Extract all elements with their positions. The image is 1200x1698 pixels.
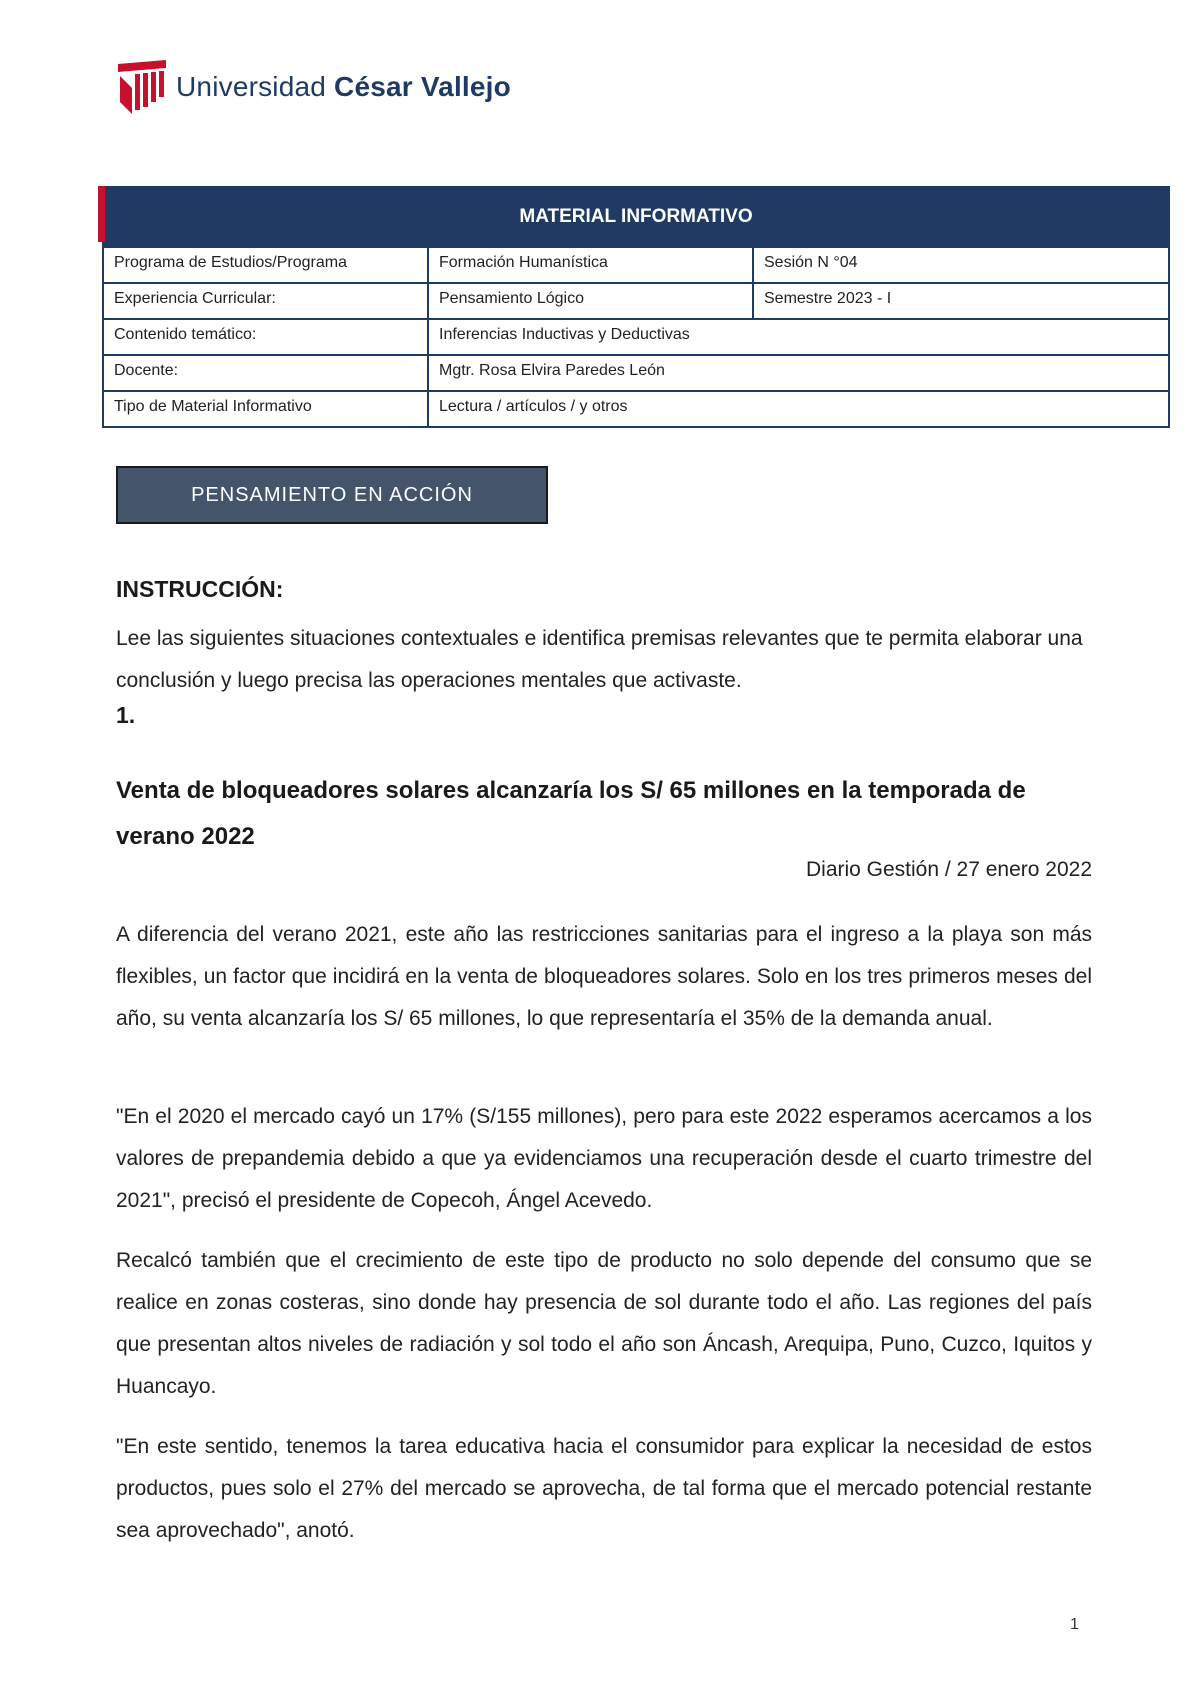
info-row-experiencia bbox=[103, 283, 1169, 319]
ucv-emblem-icon bbox=[118, 60, 166, 114]
info-label: Docente: bbox=[103, 355, 428, 391]
info-value: Pensamiento Lógico bbox=[428, 283, 753, 319]
info-value-extra: Semestre 2023 - I bbox=[753, 283, 1169, 319]
header-accent-bar bbox=[98, 186, 105, 242]
info-row-tipo bbox=[103, 391, 1169, 427]
article-paragraph: "En este sentido, tenemos la tarea educativa hacia el consumidor para explicar la necesidad de estos productos, pues solo el 27% del mercado se aprovecha, de tal forma que el mercado potencial restante sea aprovechado", anotó. bbox=[116, 1435, 1092, 1542]
info-value: Formación Humanística bbox=[428, 247, 753, 283]
instruction-title: INSTRUCCIÓN: bbox=[116, 576, 284, 602]
info-value-extra: Sesión N °04 bbox=[753, 247, 1169, 283]
article-headline: Venta de bloqueadores solares alcanzaría los S/ 65 millones en la temporada de verano 2022 bbox=[116, 777, 1026, 850]
info-label: Contenido temático: bbox=[103, 319, 428, 355]
info-value: Mgtr. Rosa Elvira Paredes León bbox=[428, 355, 1169, 391]
section-banner: PENSAMIENTO EN ACCIÓN bbox=[116, 466, 548, 524]
item-number: 1. bbox=[116, 702, 136, 728]
page-number: 1 bbox=[1070, 1616, 1079, 1633]
info-value: Inferencias Inductivas y Deductivas bbox=[428, 319, 1169, 355]
info-row-docente bbox=[103, 355, 1169, 391]
article-paragraph: Recalcó también que el crecimiento de este tipo de producto no solo depende del consumo que se realice en zonas costeras, sino donde hay presencia de sol durante todo el año. Las regiones del país que presentan altos niveles de radiación y sol todo el año son Áncash, Arequipa, Puno, Cuzco, Iquitos y Huancayo. bbox=[116, 1249, 1092, 1398]
article-paragraph: A diferencia del verano 2021, este año las restricciones sanitarias para el ingreso a la playa son más flexibles, un factor que incidirá en la venta de bloqueadores solares. Solo en los tres primeros meses del año, su venta alcanzaría los S/ 65 millones, lo que representaría el 35% de la demanda anual. bbox=[116, 923, 1092, 1030]
university-name bbox=[176, 71, 511, 103]
info-table-title: MATERIAL INFORMATIVO bbox=[103, 187, 1169, 247]
instruction-text: Lee las siguientes situaciones contextuales e identifica premisas relevantes que te permita elaborar una conclusión y luego precisa las operaciones mentales que activaste. bbox=[116, 627, 1083, 692]
info-value: Lectura / artículos / y otros bbox=[428, 391, 1169, 427]
info-label: Programa de Estudios/Programa bbox=[103, 247, 428, 283]
info-table bbox=[102, 186, 1170, 428]
article-source: Diario Gestión / 27 enero 2022 bbox=[805, 858, 1092, 881]
info-label: Tipo de Material Informativo bbox=[103, 391, 428, 427]
info-label: Experiencia Curricular: bbox=[103, 283, 428, 319]
info-table-wrapper bbox=[98, 186, 1168, 428]
info-row-programa bbox=[103, 247, 1169, 283]
article-paragraph: "En el 2020 el mercado cayó un 17% (S/155 millones), pero para este 2022 esperamos acercamos a los valores de prepandemia debido a que ya evidenciamos una recuperación desde el cuarto trimestre del 2021", precisó el presidente de Copecoh, Ángel Acevedo. bbox=[116, 1105, 1092, 1212]
info-row-contenido bbox=[103, 319, 1169, 355]
university-logo bbox=[118, 60, 511, 114]
university-name-regular: Universidad bbox=[176, 71, 335, 102]
university-name-bold: César Vallejo bbox=[334, 71, 511, 102]
